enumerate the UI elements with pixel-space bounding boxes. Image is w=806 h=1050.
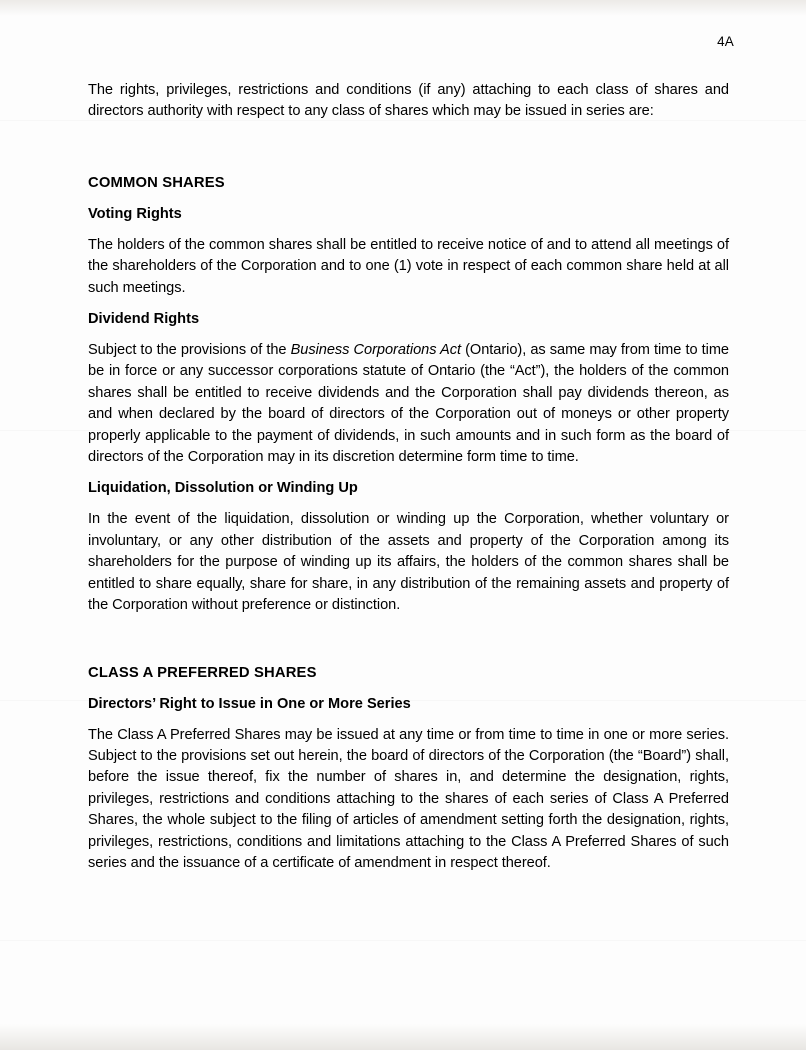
page-number: 4A bbox=[717, 34, 734, 49]
paragraph-directors-right-to-issue: The Class A Preferred Shares may be issued at any time or from time to time in one or more series. Subject to the provisions set out herein, the board of directors of the Corporation (the “Board”) shall, before the issue thereof, fix the number of shares in, and determine the designation, rights, privileges, restrictions and conditions attaching to the shares of each series of Class A Preferred Shares, the whole subject to the filing of articles of amendment setting forth the designation, rights, privileges, restrictions, conditions and limitations attaching to the Class A Preferred Shares of such series and the issuance of a certificate of amendment in respect thereof. bbox=[88, 726, 729, 871]
sub-heading-directors-right-to-issue: Directors’ Right to Issue in One or More Series bbox=[88, 695, 411, 712]
sub-heading-dividend-rights: Dividend Rights bbox=[88, 311, 200, 328]
section-heading-class-a-preferred-shares: CLASS A PREFERRED SHARES bbox=[88, 664, 317, 681]
sub-heading-voting-rights: Voting Rights bbox=[88, 205, 182, 222]
section-heading-common-shares: COMMON SHARES bbox=[88, 174, 225, 191]
sub-heading-liquidation-dissolution-winding-up: Liquidation, Dissolution or Winding Up bbox=[88, 480, 358, 497]
intro-paragraph: The rights, privileges, restrictions and conditions (if any) attaching to each class of shares and directors authority with respect to any class of shares which may be issued in series are: bbox=[88, 82, 729, 120]
document-body bbox=[88, 80, 729, 874]
statute-name-italic: Business Corporations Act bbox=[290, 342, 461, 359]
paragraph-voting-rights: The holders of the common shares shall be entitled to receive notice of and to attend all meetings of the shareholders of the Corporation and to one (1) vote in respect of each common share held at all such meetings. bbox=[88, 236, 729, 296]
paragraph-liquidation-dissolution-winding-up: In the event of the liquidation, dissolution or winding up the Corporation, whether voluntary or involuntary, or any other distribution of the assets and property of the Corporation among its shareholders for the purpose of winding up its affairs, the holders of the common shares shall be entitled to share equally, share for share, in any distribution of the remaining assets and property of the Corporation without preference or distinction. bbox=[88, 511, 729, 614]
paragraph-dividend-rights: Subject to the provisions of the Business Corporations Act (Ontario), as same may from time to time be in force or any successor corporations statute of Ontario (the “Act”), the holders of the common shares shall be entitled to receive dividends and the Corporation shall pay dividends thereon, as and when declared by the board of directors of the Corporation out of moneys or other property properly applicable to the payment of dividends, in such amounts and in such form as the board of directors of the Corporation may in its discretion determine form time to time. bbox=[88, 342, 729, 466]
